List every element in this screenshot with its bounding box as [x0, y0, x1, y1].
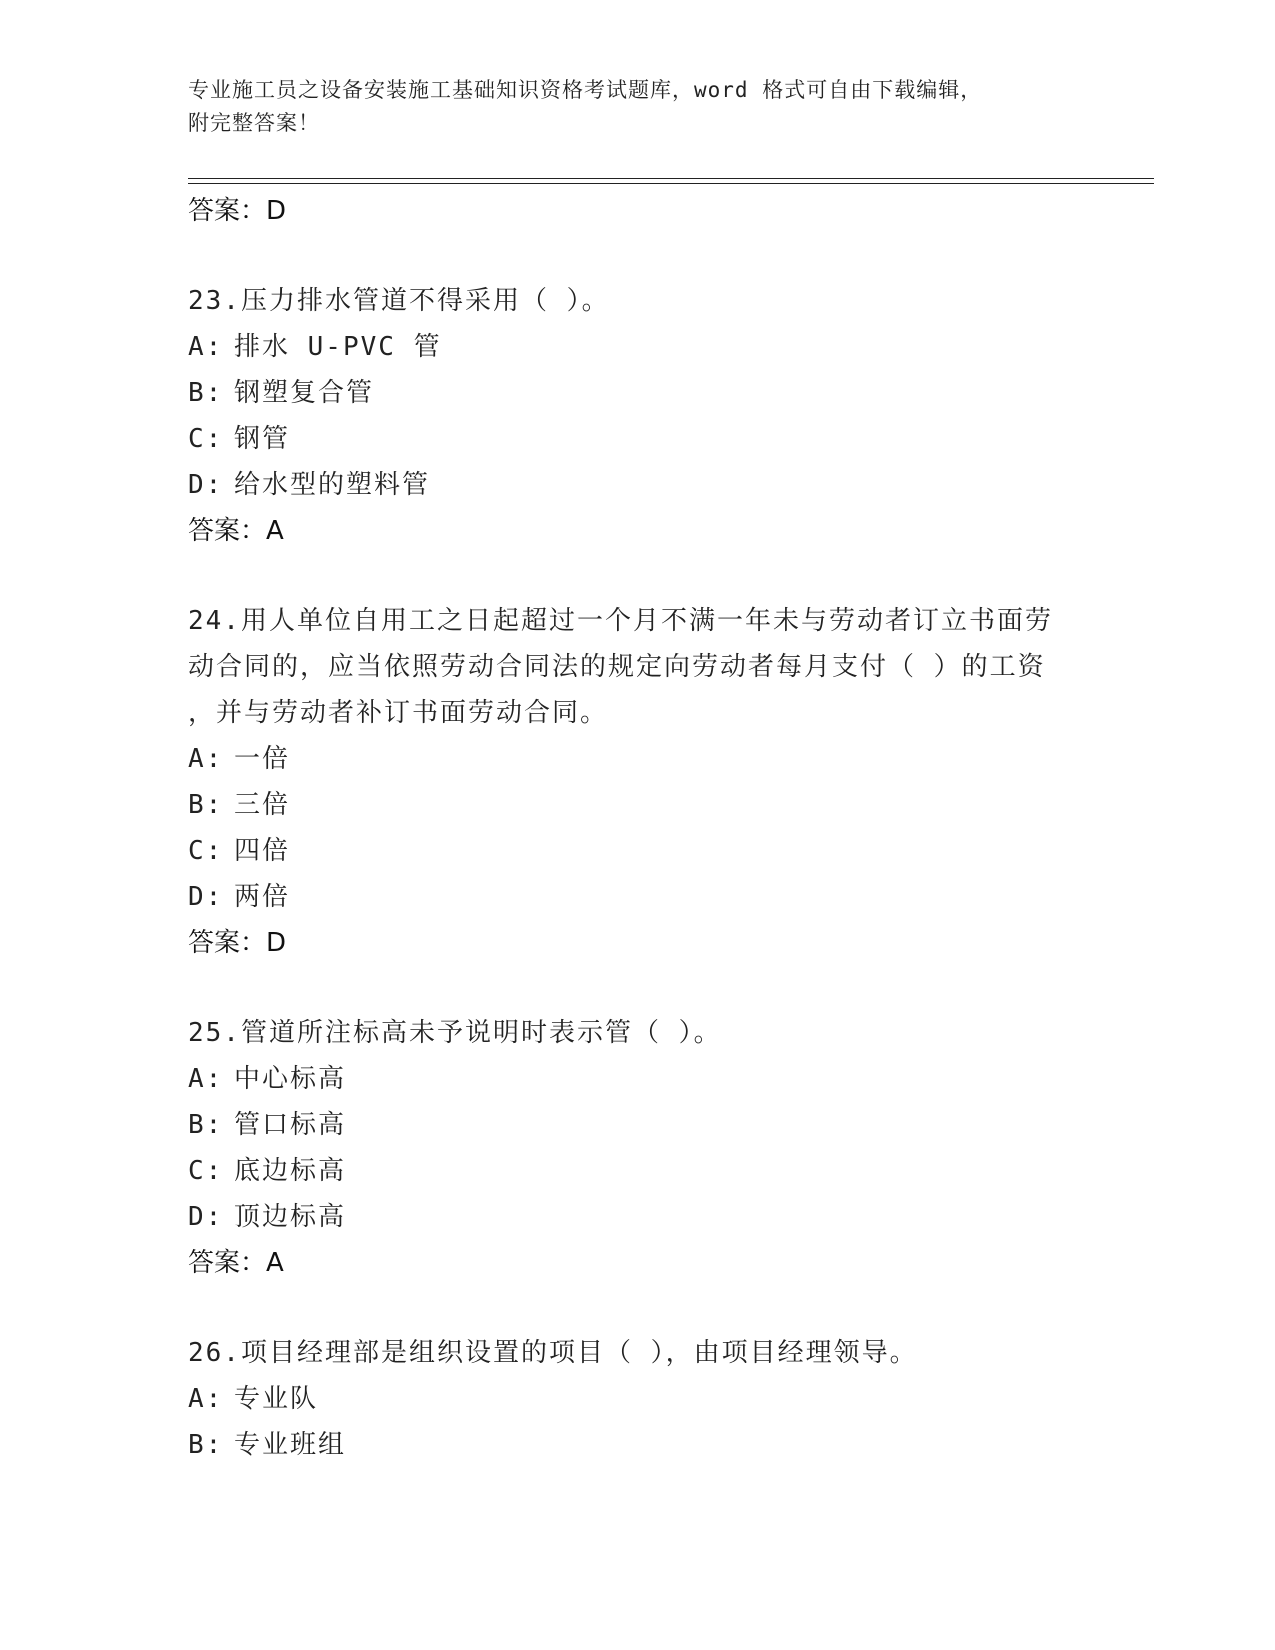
option-d[interactable]: D: 给水型的塑料管 [188, 470, 431, 500]
option-b[interactable]: B: 管口标高 [188, 1110, 347, 1140]
answer-line: 答案：A [188, 1248, 284, 1278]
option-a[interactable]: A: 排水 U-PVC 管 [188, 332, 442, 362]
answer-line: 答案：D [188, 928, 287, 958]
option-a[interactable]: A: 一倍 [188, 744, 291, 774]
question-24 [188, 598, 1088, 736]
option-c[interactable]: C: 四倍 [188, 836, 291, 866]
header-divider-top [188, 178, 1154, 179]
document-header [188, 74, 1108, 140]
option-b[interactable]: B: 钢塑复合管 [188, 378, 375, 408]
option-c[interactable]: C: 钢管 [188, 424, 291, 454]
answer-line: 答案：D [188, 196, 287, 226]
option-c[interactable]: C: 底边标高 [188, 1156, 347, 1186]
question-24-line-3: ，并与劳动者补订书面劳动合同。 [188, 698, 609, 728]
option-a[interactable]: A: 中心标高 [188, 1064, 347, 1094]
option-d[interactable]: D: 顶边标高 [188, 1202, 347, 1232]
question-23: 23.压力排水管道不得采用（ ）。 [188, 286, 610, 316]
header-line-1: 专业施工员之设备安装施工基础知识资格考试题库，word 格式可自由下载编辑， [188, 78, 983, 102]
header-divider-bottom [188, 183, 1154, 184]
question-list [188, 188, 1088, 1468]
answer-line: 答案：A [188, 516, 284, 546]
question-26: 26.项目经理部是组织设置的项目（ ），由项目经理领导。 [188, 1338, 918, 1368]
header-line-2: 附完整答案！ [188, 111, 320, 135]
option-a[interactable]: A: 专业队 [188, 1384, 319, 1414]
question-24-line-1: 24.用人单位自用工之日起超过一个月不满一年未与劳动者订立书面劳 [188, 606, 1053, 636]
option-b[interactable]: B: 三倍 [188, 790, 291, 820]
question-25: 25.管道所注标高未予说明时表示管（ ）。 [188, 1018, 722, 1048]
question-24-line-2: 动合同的，应当依照劳动合同法的规定向劳动者每月支付（ ）的工资 [188, 652, 1046, 682]
option-d[interactable]: D: 两倍 [188, 882, 291, 912]
option-b[interactable]: B: 专业班组 [188, 1430, 347, 1460]
